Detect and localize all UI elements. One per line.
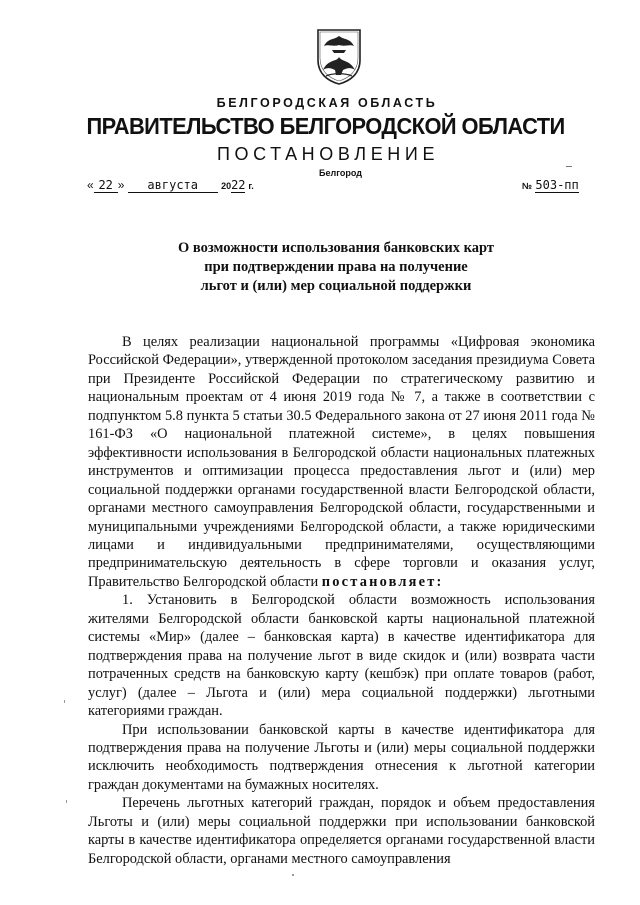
scan-speck — [64, 700, 65, 703]
title-line: О возможности использования банковских карт — [178, 240, 494, 256]
title-line: льгот и (или) мер социальной поддержки — [200, 278, 472, 294]
paragraph-2: При использовании банковской карты в качестве идентификатора для подтверждения права на получение Льготы и (или) меры социальной поддержки исключить необходимость подтверждения отнесения к льготной категории граждан документами на бумажных носителях. — [88, 721, 595, 793]
resolves-word: постановляет: — [321, 573, 444, 590]
document-number — [522, 178, 579, 192]
scan-speck — [66, 800, 67, 803]
document-body — [88, 333, 595, 868]
title-line: при подтверждении права на получение — [204, 259, 468, 275]
preamble-text: В целях реализации национальной программы «Цифровая экономика Российской Федерации», утвержденной протоколом заседания президиума Совета при Президенте Российской Федерации по стратегическому развитию и национальным проектам от 4 июня 2019 года № 7, а также в соответствии с подпунктом 5.8 пункта 5 статьи 30.5 Федерального закона от 27 июня 2011 года № 161-ФЗ «О национальной платежной системе», в целях повышения эффективности использования в Белгородской области национальных платежных инструментов и оптимизации процесса предоставления льгот и (или) мер социальной поддержки органами государственной власти Белгородской области, органами местного самоуправления Белгородской области, государственными и муниципальными учреждениями Белгородской области, а также юридическими лицами и индивидуальными предпринимателями, осуществляющими предпринимательскую деятельность в сфере торговли и оказания услуг, Правительство Белгородской области — [88, 334, 595, 590]
date-year: 22 — [231, 178, 246, 192]
date-year-abbr: г. — [248, 181, 254, 191]
item-1-paragraph: 1. Установить в Белгородской области возможность использования жителями Белгородской области банковской карты национальной платежной системы «Мир» (далее – банковская карта) в качестве идентификатора для подтверждения права на получение льгот в виде скидок и (или) возврата части потраченных средств на банковскую карту (кешбэк) при оплате товаров (работ, услуг) (далее – Льгота и (или) мера социальной поддержки) льготными категориями граждан. — [88, 592, 595, 720]
document-type: ПОСТАНОВЛЕНИЕ — [216, 144, 440, 164]
coat-of-arms-icon — [314, 26, 364, 86]
preamble-paragraph — [88, 333, 595, 591]
date-day: 22 — [94, 178, 118, 193]
date-open-quote: « — [87, 178, 94, 192]
date-year-prefix: 20 — [221, 181, 232, 191]
number-sign: № — [522, 181, 533, 191]
date-month: августа — [128, 178, 218, 193]
government-name: ПРАВИТЕЛЬСТВО БЕЛГОРОДСКОЙ ОБЛАСТИ — [86, 113, 565, 139]
scan-mark — [566, 166, 572, 167]
document-date — [87, 178, 254, 193]
paragraph-3: Перечень льготных категорий граждан, порядок и объем предоставления Льготы и (или) меры социальной поддержки при использовании банковской карты в качестве идентификатора определяется органами государственной власти Белгородской области, органами местного самоуправления — [88, 795, 595, 867]
number-value: 503-пп — [535, 178, 579, 192]
region-name: БЕЛГОРОДСКАЯ ОБЛАСТЬ — [216, 96, 438, 110]
city-name: Белгород — [319, 168, 362, 178]
date-close-quote: » — [117, 178, 125, 192]
scan-speck — [292, 874, 294, 876]
document-title — [160, 239, 512, 296]
